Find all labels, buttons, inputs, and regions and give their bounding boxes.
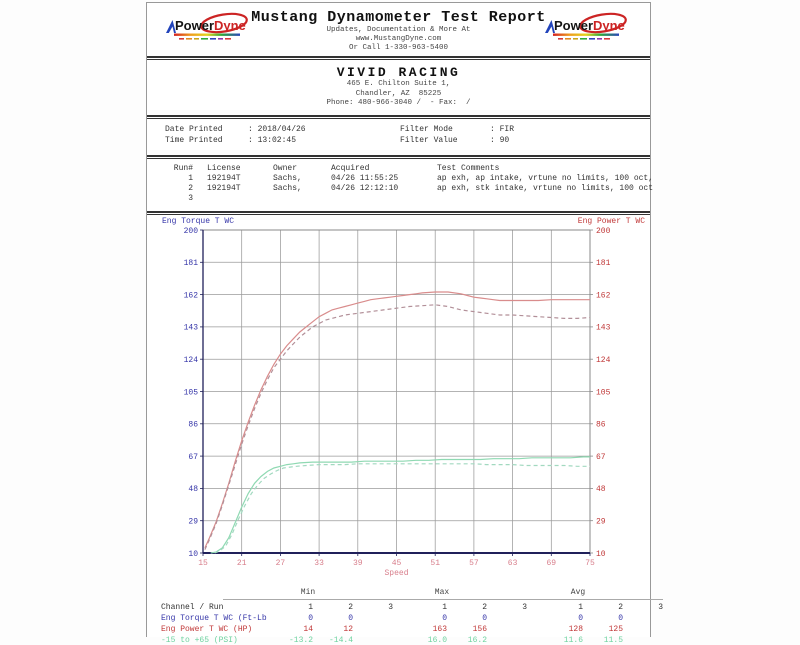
summary-group-header: Max [357,589,527,600]
logo-text-power: Power [175,18,215,33]
summary-channel-label: Eng Torque T WC (Ft-Lb [161,614,267,623]
summary-group-header: Min [223,589,393,600]
date-printed-label: Date Printed [165,125,223,134]
runs-section [147,159,654,211]
run-row [147,174,654,184]
run-number-cell: 2 [482,603,487,612]
summary-value-cell [353,615,393,623]
run-cell: 192194T [207,174,241,183]
powerdyne-logo-right [542,12,634,44]
runs-header-owner: Owner [273,164,298,173]
summary-value-cell [487,626,527,634]
logo-rainbow-bar [174,34,240,36]
x-tick-label: 39 [352,559,363,568]
run-cell: Sachs, [273,184,302,193]
y-tick-label-left: 162 [183,291,198,301]
y-tick-label-left: 143 [183,323,198,333]
summary-value-cell: 156 [472,625,487,634]
runs-header-license: License [207,164,241,173]
summary-gap [527,615,543,623]
run-number-cell: 1 [442,603,447,612]
y-tick-label-left: 124 [183,356,198,365]
run-cell: Sachs, [273,174,302,183]
x-tick-label: 63 [507,559,518,568]
summary-data-row [147,637,650,645]
filter-mode-value: : FIR [490,125,515,134]
logo-rainbow-bar [553,34,619,36]
report-subtitle-1: Updates, Documentation & More At [326,26,471,34]
time-printed-label: Time Printed [165,136,223,145]
logo-text-dyne: Dyne [593,18,625,33]
summary-value-cell: 0 [348,614,353,623]
summary-value-cell: -13.2 [288,636,313,645]
y-tick-label-right: 48 [596,485,606,495]
summary-value-cell: 0 [618,614,623,623]
channel-run-label: Channel / Run [161,603,224,612]
summary-value-cell: -14.4 [328,636,353,645]
x-tick-label: 45 [391,559,402,568]
run-cell [437,194,650,204]
y-tick-label-right: 162 [596,291,611,301]
summary-gap [527,626,543,634]
report-page [146,2,663,645]
y-tick-label-left: 200 [183,226,198,236]
date-printed-value: : 2018/04/26 [248,125,306,134]
dealer-phone: Phone: 480-966-3040 / - Fax: / [326,99,471,107]
y-tick-label-right: 86 [596,420,606,430]
y-tick-label-left: 10 [188,549,198,559]
report-header [147,3,650,56]
y-tick-label-right: 10 [596,549,606,559]
summary-channel-label: Eng Power T WC (HP) [161,625,253,634]
summary-value-cell [623,637,663,645]
y-tick-label-right: 124 [596,356,611,365]
powerdyne-logo-graphic [542,12,634,44]
dyno-chart [147,215,650,585]
runs-rows [147,174,654,204]
run-number-cell: 2 [348,603,353,612]
y-tick-label-left: 105 [183,388,198,398]
report-title: Mustang Dynamometer Test Report [251,9,546,26]
dyno-chart-svg [147,215,648,585]
summary-group-header-row [147,589,650,600]
summary-value-cell [353,637,393,645]
series-curve-2 [211,457,590,553]
filter-mode-label: Filter Mode [400,125,453,134]
x-tick-label: 21 [236,559,247,568]
run-row [147,194,650,204]
summary-gap [393,604,407,612]
y-tick-label-right: 67 [596,452,606,462]
right-axis-title: Eng Power T WC [577,217,645,226]
summary-value-cell: 11.6 [563,636,583,645]
summary-value-cell: 0 [482,614,487,623]
summary-value-cell [623,615,663,623]
run-number-cell: 2 [618,603,623,612]
runs-header-row [147,164,650,174]
summary-group-header: Avg [493,589,663,600]
summary-value-cell: 16.0 [427,636,447,645]
run-cell: 04/26 12:12:10 [331,184,399,193]
filter-value-label: Filter Value [400,136,458,145]
dealer-name: VIVID RACING [336,65,461,80]
series-curve-3 [215,464,590,553]
summary-value-cell [623,626,663,634]
run-cell [207,194,259,204]
run-number-cell: 1 [308,603,313,612]
summary-value-cell: 125 [608,625,623,634]
runs-header-run: Run# [173,164,193,173]
filter-value-value: : 90 [490,136,510,145]
summary-section [147,585,663,645]
dealer-section [147,60,650,115]
run-number-cell: 3 [522,603,527,612]
x-tick-label: 57 [469,559,479,568]
summary-value-cell: 12 [343,625,353,634]
dealer-address-2: Chandler, AZ 85225 [355,89,442,98]
x-axis-title: Speed [384,569,409,578]
summary-value-cell: 0 [578,614,583,623]
left-axis-title: Eng Torque T WC [162,217,235,226]
y-tick-label-left: 86 [188,420,198,430]
summary-data-row [147,615,650,623]
run-cell: 192194T [207,184,241,193]
summary-gap [393,637,407,645]
run-number-cell: 3 [388,603,393,612]
run-number-cell: 3 [658,603,663,612]
summary-value-cell: 0 [442,614,447,623]
logo-microtext [179,38,231,40]
report-subtitle-2: www.MustangDyne.com [355,35,442,43]
runs-header-comments: Test Comments [437,164,500,173]
summary-value-cell: 128 [568,625,583,634]
print-info-section [147,119,650,155]
summary-value-cell [487,615,527,623]
summary-grid [147,588,663,645]
y-tick-label-left: 29 [188,517,198,527]
y-tick-label-right: 181 [596,259,611,269]
x-tick-label: 75 [585,559,595,568]
summary-gap [527,637,543,645]
summary-value-cell: 11.5 [603,636,623,645]
summary-channel-run-row [147,603,663,612]
summary-value-cell: 16.2 [467,636,487,645]
report-subtitle-3: Or Call 1-330-963-5400 [348,44,449,52]
run-cell: ap exh, ap intake, vrtune no limits, 100 oct, [437,174,654,183]
y-tick-label-right: 105 [596,388,611,398]
summary-data-row [147,626,650,634]
run-cell [273,194,317,204]
time-printed-value: : 13:02:45 [248,136,297,145]
x-tick-label: 69 [546,559,557,568]
run-cell: 3 [188,194,193,203]
logo-text-power: Power [554,18,594,33]
summary-gap [393,615,407,623]
x-tick-label: 27 [275,559,286,568]
powerdyne-logo-left [163,12,255,44]
run-cell: 1 [188,174,193,183]
logo-text-dyne: Dyne [214,18,246,33]
y-tick-label-left: 181 [183,259,198,269]
run-cell: 04/26 11:55:25 [331,174,399,183]
x-tick-label: 15 [198,559,208,568]
summary-gap [393,626,407,634]
summary-gap [527,604,543,612]
x-tick-label: 33 [314,559,324,568]
y-tick-label-left: 48 [188,485,198,495]
run-cell: ap exh, stk intake, vrtune no limits, 100 oct [437,184,654,193]
y-tick-label-left: 67 [188,452,198,462]
summary-value-cell: 0 [308,614,313,623]
run-row [147,184,654,194]
summary-value-cell [353,626,393,634]
run-cell: 2 [188,184,193,193]
powerdyne-logo-graphic [163,12,255,44]
series-curve-1 [205,305,590,550]
run-cell [331,194,423,204]
y-tick-label-right: 29 [596,517,606,527]
y-tick-label-right: 200 [596,226,611,236]
summary-value-cell [487,637,527,645]
dealer-address-1: 465 E. Chilton Suite 1, [346,80,451,88]
runs-header-acquired: Acquired [331,164,370,173]
logo-microtext [558,38,610,40]
series-curve-0 [205,292,590,548]
run-number-cell: 1 [578,603,583,612]
summary-channel-label: -15 to +65 (PSI) [161,636,238,645]
summary-value-cell: 14 [303,625,313,634]
y-tick-label-right: 143 [596,323,611,333]
x-tick-label: 51 [430,559,441,568]
summary-value-cell: 163 [432,625,447,634]
